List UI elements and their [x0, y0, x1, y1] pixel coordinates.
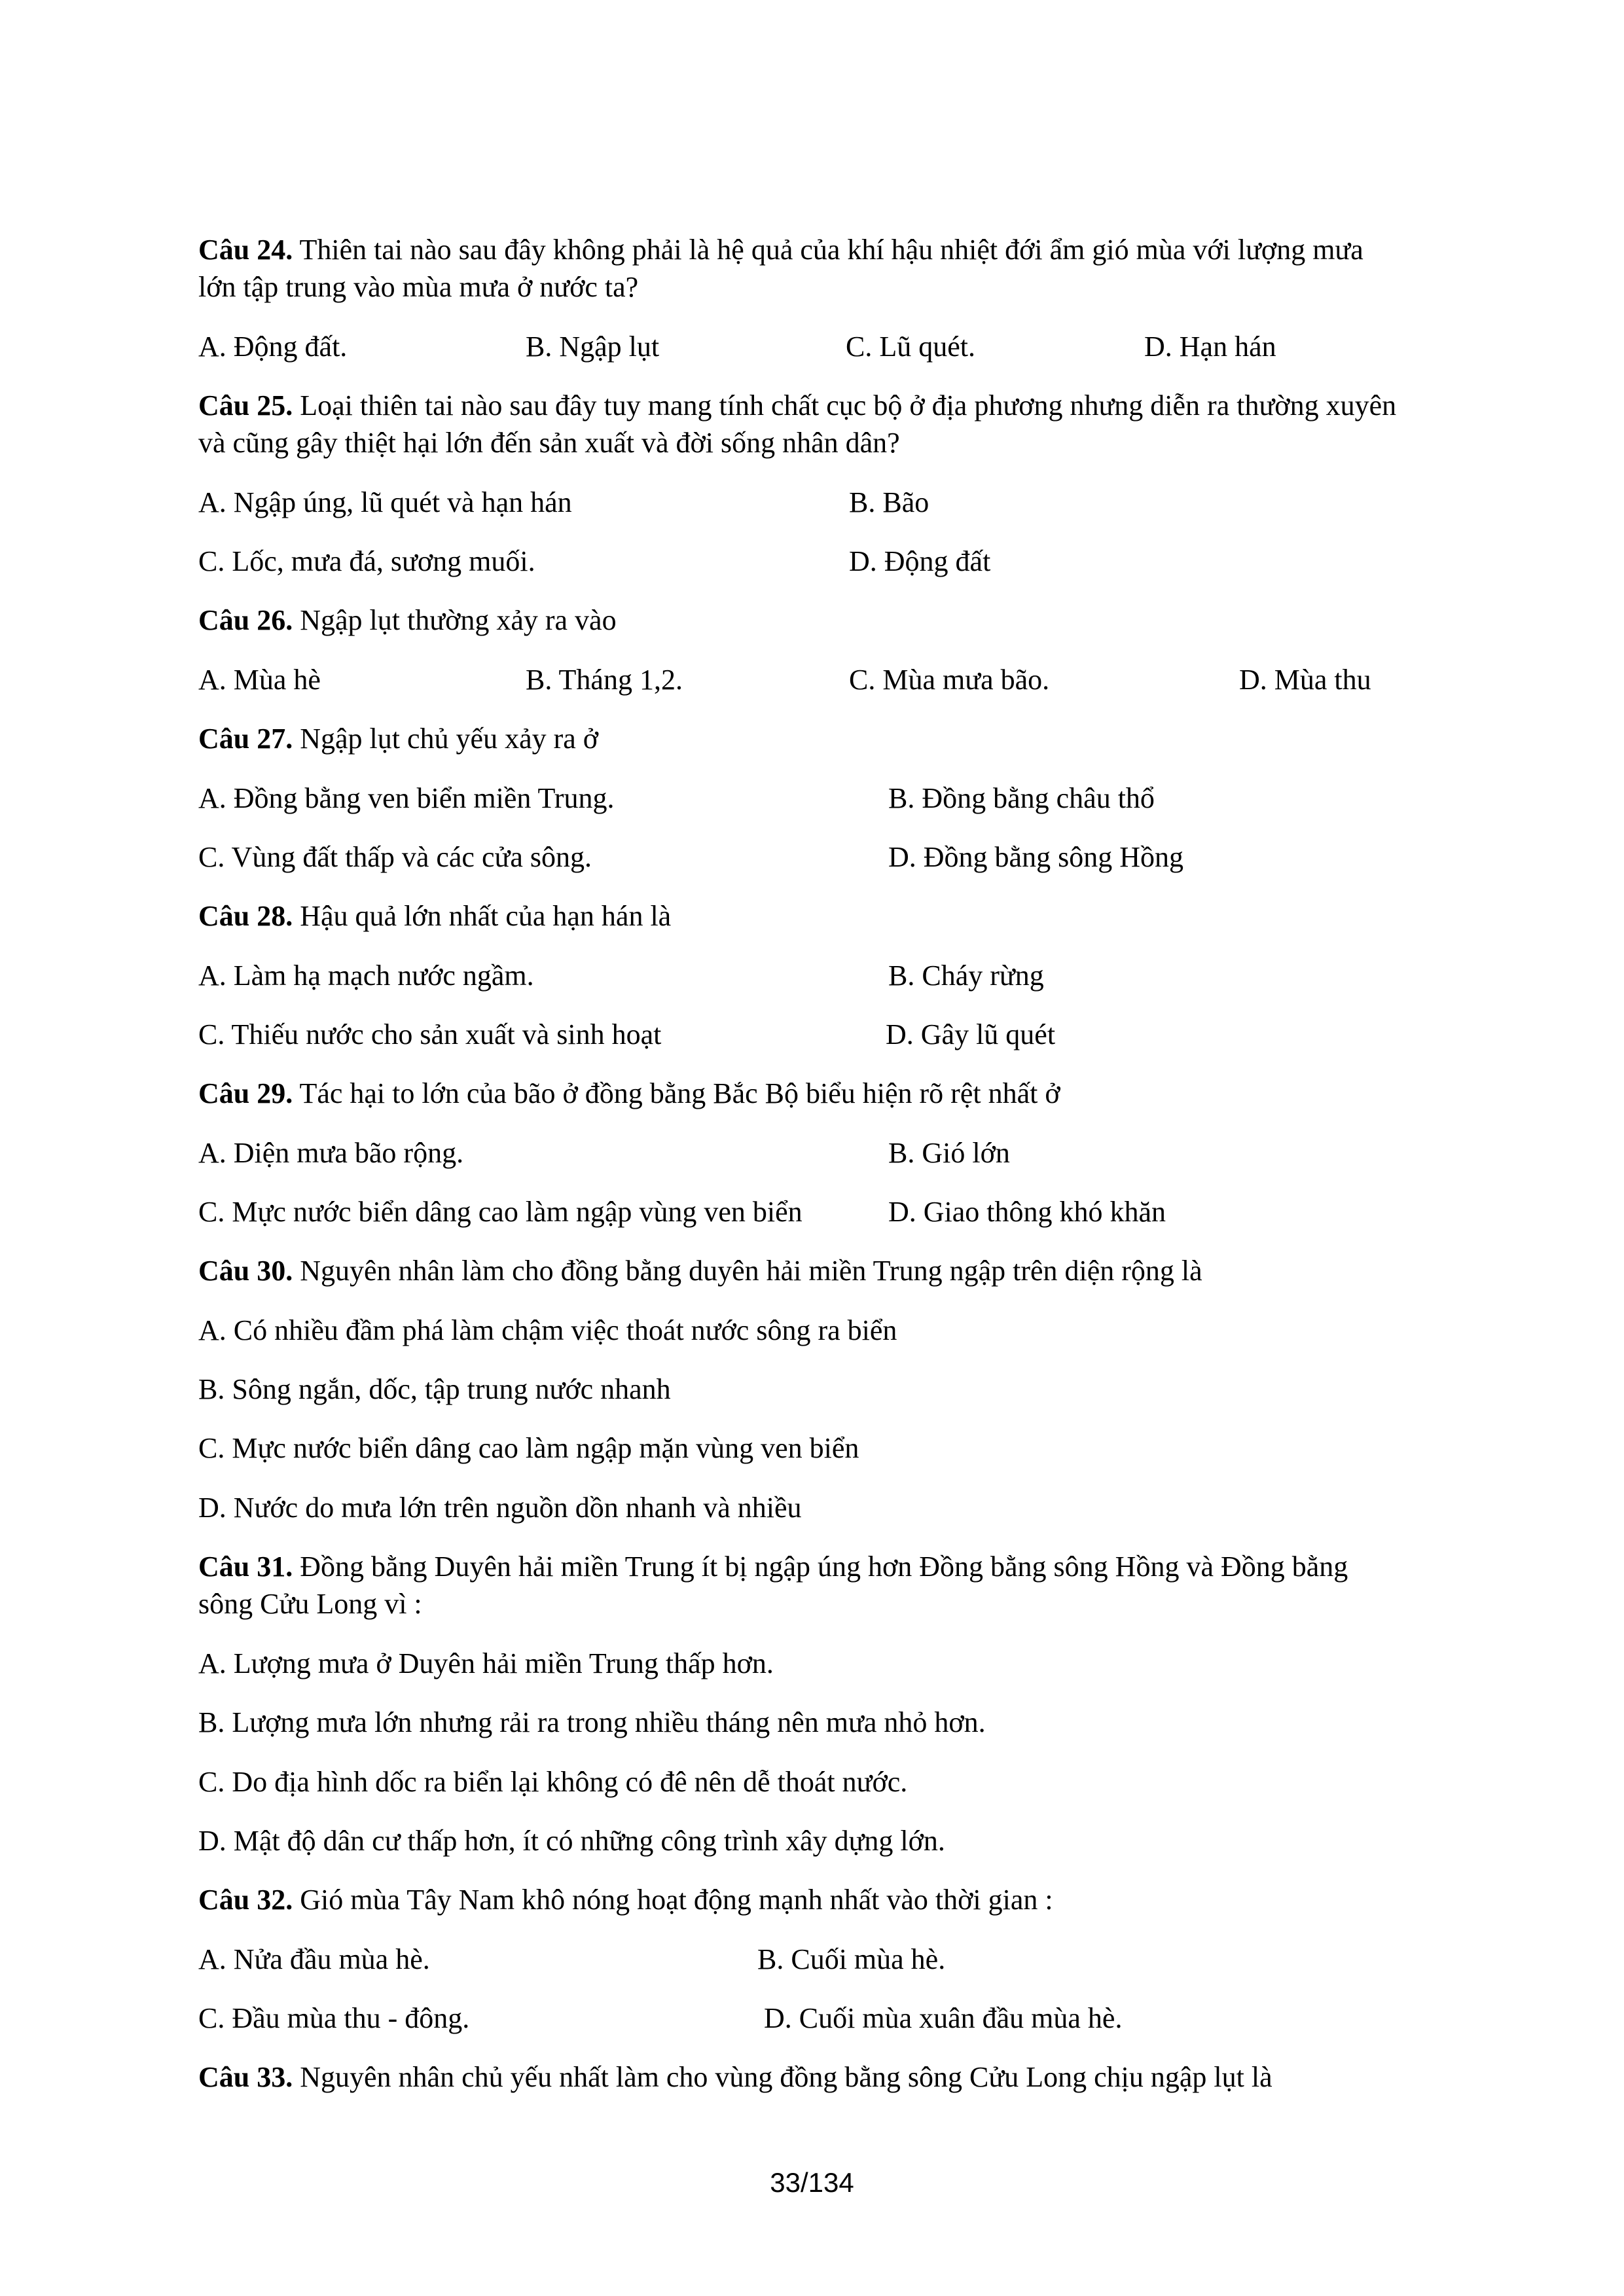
question-31-line-2: sông Cửu Long vì :: [198, 1588, 422, 1620]
question-26-number: Câu 26.: [198, 604, 293, 636]
question-24-option-a: A. Động đất.: [198, 331, 348, 363]
question-26-option-c: C. Mùa mưa bão.: [849, 664, 1050, 696]
question-27-option-a: A. Đồng bằng ven biển miền Trung.: [198, 782, 615, 814]
question-27-option-c: C. Vùng đất thấp và các cửa sông.: [198, 841, 592, 873]
question-24-line-2: lớn tập trung vào mùa mưa ở nước ta?: [198, 271, 639, 303]
question-25-line-2: và cũng gây thiệt hại lớn đến sản xuất và đời sống nhân dân?: [198, 427, 900, 459]
question-24-option-d: D. Hạn hán: [1144, 331, 1276, 363]
question-29-option-d: D. Giao thông khó khăn: [888, 1196, 1166, 1228]
question-29-option-a: A. Diện mưa bão rộng.: [198, 1137, 464, 1169]
question-28-number: Câu 28.: [198, 900, 293, 932]
question-30-option-d: D. Nước do mưa lớn trên nguồn dồn nhanh và nhiều: [198, 1492, 802, 1524]
question-27-option-b: B. Đồng bằng châu thổ: [888, 782, 1155, 814]
question-24-number: Câu 24.: [198, 234, 293, 266]
question-27-number: Câu 27.: [198, 723, 293, 755]
question-27-line-1: Câu 27. Ngập lụt chủ yếu xảy ra ở: [198, 723, 599, 755]
question-26-option-a: A. Mùa hè: [198, 664, 321, 696]
question-32-option-a: A. Nửa đầu mùa hè.: [198, 1943, 430, 1975]
question-25-option-c: C. Lốc, mưa đá, sương muối.: [198, 545, 535, 577]
question-28-option-d: D. Gây lũ quét: [886, 1018, 1056, 1050]
question-31-option-a: A. Lượng mưa ở Duyên hải miền Trung thấp hơn.: [198, 1647, 774, 1679]
question-33-line-1: Câu 33. Nguyên nhân chủ yếu nhất làm cho vùng đồng bằng sông Cửu Long chịu ngập lụt là: [198, 2061, 1272, 2093]
question-29-line-1: Câu 29. Tác hại to lớn của bão ở đồng bằng Bắc Bộ biểu hiện rõ rệt nhất ở: [198, 1077, 1060, 1109]
question-28-option-a: A. Làm hạ mạch nước ngầm.: [198, 960, 534, 992]
question-33-number: Câu 33.: [198, 2061, 293, 2093]
question-30-option-b: B. Sông ngắn, dốc, tập trung nước nhanh: [198, 1373, 671, 1405]
question-25-option-b: B. Bão: [849, 486, 929, 518]
question-26-option-b: B. Tháng 1,2.: [526, 664, 683, 696]
question-24-line-1: Câu 24. Thiên tai nào sau đây không phải là hệ quả của khí hậu nhiệt đới ẩm gió mùa với lượng mưa: [198, 234, 1363, 266]
question-25-number: Câu 25.: [198, 389, 293, 422]
question-24-option-b: B. Ngập lụt: [526, 331, 660, 363]
question-32-number: Câu 32.: [198, 1884, 293, 1916]
question-32-option-b: B. Cuối mùa hè.: [757, 1943, 946, 1975]
question-28-line-1: Câu 28. Hậu quả lớn nhất của hạn hán là: [198, 900, 672, 932]
page-number: 33/134: [770, 2167, 854, 2198]
question-32-line-1: Câu 32. Gió mùa Tây Nam khô nóng hoạt động mạnh nhất vào thời gian :: [198, 1884, 1053, 1916]
question-32-option-d: D. Cuối mùa xuân đầu mùa hè.: [764, 2002, 1123, 2034]
question-29-option-b: B. Gió lớn: [888, 1137, 1010, 1169]
question-30-option-a: A. Có nhiều đầm phá làm chậm việc thoát nước sông ra biển: [198, 1314, 897, 1346]
question-26-option-d: D. Mùa thu: [1239, 664, 1371, 696]
question-27-option-d: D. Đồng bằng sông Hồng: [888, 841, 1183, 873]
question-28-option-c: C. Thiếu nước cho sản xuất và sinh hoạt: [198, 1018, 662, 1050]
question-24-option-c: C. Lũ quét.: [846, 331, 975, 363]
question-25-option-d: D. Động đất: [849, 545, 991, 577]
question-32-option-c: C. Đầu mùa thu - đông.: [198, 2002, 470, 2034]
question-26-line-1: Câu 26. Ngập lụt thường xảy ra vào: [198, 604, 617, 636]
question-25-option-a: A. Ngập úng, lũ quét và hạn hán: [198, 486, 572, 518]
question-30-option-c: C. Mực nước biển dâng cao làm ngập mặn vùng ven biển: [198, 1432, 859, 1464]
question-28-option-b: B. Cháy rừng: [888, 960, 1044, 992]
question-31-option-b: B. Lượng mưa lớn nhưng rải ra trong nhiều tháng nên mưa nhỏ hơn.: [198, 1706, 986, 1738]
question-29-number: Câu 29.: [198, 1077, 293, 1109]
question-31-option-c: C. Do địa hình dốc ra biển lại không có đê nên dễ thoát nước.: [198, 1766, 908, 1798]
question-31-number: Câu 31.: [198, 1551, 293, 1583]
question-30-line-1: Câu 30. Nguyên nhân làm cho đồng bằng duyên hải miền Trung ngập trên diện rộng là: [198, 1255, 1202, 1287]
question-31-line-1: Câu 31. Đồng bằng Duyên hải miền Trung ít bị ngập úng hơn Đồng bằng sông Hồng và Đồng bằng: [198, 1551, 1348, 1583]
question-31-option-d: D. Mật độ dân cư thấp hơn, ít có những công trình xây dựng lớn.: [198, 1825, 945, 1857]
question-25-line-1: Câu 25. Loại thiên tai nào sau đây tuy mang tính chất cục bộ ở địa phương nhưng diễn ra thường xuyên: [198, 389, 1397, 422]
question-30-number: Câu 30.: [198, 1255, 293, 1287]
question-29-option-c: C. Mực nước biển dâng cao làm ngập vùng ven biển: [198, 1196, 803, 1228]
